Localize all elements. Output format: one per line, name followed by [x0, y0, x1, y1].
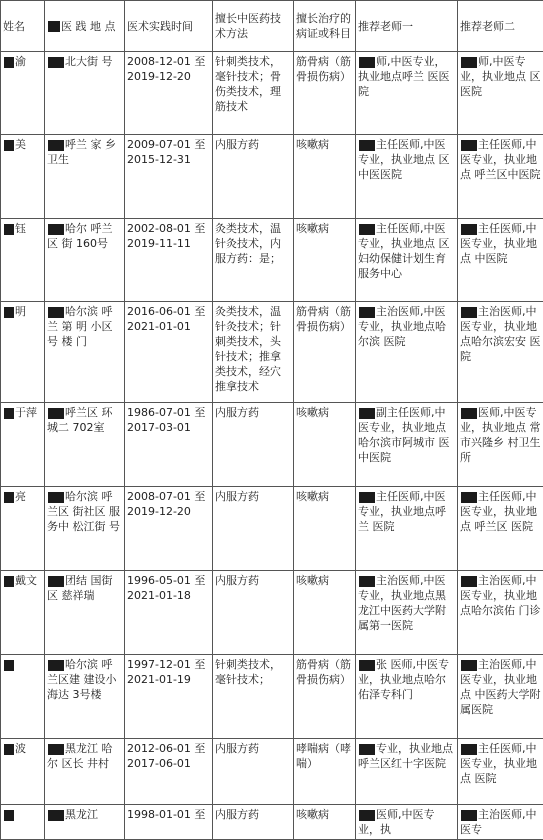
cell-teacher-1: 主任医师,中医专业，执业地点 区中医医院 [356, 135, 458, 219]
redaction-mask [4, 744, 14, 755]
redaction-mask [4, 57, 14, 68]
redaction-mask [48, 492, 64, 503]
table-row [1, 487, 543, 571]
cell-name: 亮 [1, 487, 45, 571]
cell-practice-place: 黑龙江 哈尔 区长 井村 [45, 739, 125, 805]
cell-name: 波 [1, 739, 45, 805]
cell-practice-time: 2016-06-01 至 2021-01-01 [125, 302, 213, 403]
table-row [1, 403, 543, 487]
redaction-mask [4, 660, 14, 671]
cell-practice-place: 哈尔 呼兰区 街 160号 [45, 219, 125, 302]
redaction-mask [48, 660, 64, 671]
redaction-mask [48, 140, 64, 151]
redaction-mask [359, 660, 375, 671]
cell-method: 针刺类技术，毫针技术； [213, 655, 294, 739]
cell-teacher-1: 师,中医专业，执业地点呼兰 医医院 [356, 52, 458, 135]
header-row [1, 1, 543, 52]
redaction-mask [48, 744, 64, 755]
redaction-mask [461, 492, 477, 503]
redaction-mask [461, 660, 477, 671]
cell-disease: 筋骨病（筋骨损伤病） [294, 302, 356, 403]
redaction-mask [4, 576, 14, 587]
cell-name [1, 655, 45, 739]
cell-method: 内服方药 [213, 739, 294, 805]
cell-teacher-2: 主任医师,中医专业，执业地点 医院 [458, 739, 543, 805]
cell-disease: 咳嗽病 [294, 403, 356, 487]
cell-teacher-2: 医师,中医专业，执业地点 常市兴隆乡 村卫生所 [458, 403, 543, 487]
cell-teacher-1: 张 医师,中医专业，执业地点哈尔 佑泽专科门 [356, 655, 458, 739]
redaction-mask [48, 576, 64, 587]
cell-method: 灸类技术，温针灸技术；针刺类技术，头针技术；推拿类技术，经穴推拿技术 [213, 302, 294, 403]
cell-method: 内服方药 [213, 487, 294, 571]
header-practice-place: 医 践 地 点 [45, 1, 125, 52]
cell-practice-time: 2008-07-01 至 2019-12-20 [125, 487, 213, 571]
cell-teacher-2: 主任医师,中医专业，执业地点 呼兰区中医院 [458, 135, 543, 219]
redaction-mask [461, 408, 477, 419]
cell-practice-place: 哈尔滨 呼兰区 街社区 服务中 松江街 号 [45, 487, 125, 571]
cell-teacher-2: 主治医师,中医专 [458, 805, 543, 840]
redaction-mask [48, 307, 64, 318]
cell-practice-time: 1986-07-01 至 2017-03-01 [125, 403, 213, 487]
cell-name: 于萍 [1, 403, 45, 487]
redaction-mask [359, 57, 375, 68]
cell-practice-place: 黑龙江 [45, 805, 125, 840]
redaction-mask [4, 307, 14, 318]
redaction-mask [359, 492, 375, 503]
redaction-mask [359, 140, 375, 151]
cell-disease: 筋骨病（筋骨损伤病） [294, 52, 356, 135]
cell-method: 内服方药 [213, 135, 294, 219]
redaction-mask [48, 224, 64, 235]
header-teacher-2: 推荐老师二 [458, 1, 543, 52]
cell-method: 灸类技术，温针灸技术，内服方药：是； [213, 219, 294, 302]
cell-disease: 咳嗽病 [294, 219, 356, 302]
cell-disease: 咳嗽病 [294, 571, 356, 655]
cell-practice-time: 2009-07-01 至 2015-12-31 [125, 135, 213, 219]
cell-practice-place: 呼兰 家 乡卫生 [45, 135, 125, 219]
cell-teacher-2: 主任医师,中医专业，执业地点 呼兰区 医院 [458, 487, 543, 571]
cell-method: 内服方药 [213, 403, 294, 487]
redaction-mask [461, 576, 477, 587]
cell-practice-place: 哈尔滨 呼兰区建 建设小 海达 3号楼 [45, 655, 125, 739]
table-row [1, 739, 543, 805]
redaction-mask [4, 140, 14, 151]
redaction-mask [359, 224, 375, 235]
cell-practice-time: 2002-08-01 至 2019-11-11 [125, 219, 213, 302]
redaction-mask [461, 307, 477, 318]
cell-practice-place: 北大街 号 [45, 52, 125, 135]
redaction-mask [359, 744, 375, 755]
cell-teacher-1: 主任医师,中医专业，执业地点呼兰 医院 [356, 487, 458, 571]
cell-practice-time: 1997-12-01 至 2021-01-19 [125, 655, 213, 739]
cell-teacher-1: 专业，执业地点呼兰区红十字医院 [356, 739, 458, 805]
redaction-mask [48, 810, 64, 821]
table-row [1, 805, 543, 840]
cell-practice-place: 呼兰区 环 城二 702室 [45, 403, 125, 487]
redaction-mask [359, 408, 375, 419]
cell-practice-place: 团结 国街 区 慈祥瑞 [45, 571, 125, 655]
cell-disease: 咳嗽病 [294, 487, 356, 571]
redaction-mask [359, 810, 375, 821]
header-teacher-1: 推荐老师一 [356, 1, 458, 52]
table-row [1, 655, 543, 739]
cell-disease: 咳嗽病 [294, 805, 356, 840]
redaction-mask [48, 408, 64, 419]
redaction-mask [48, 57, 64, 68]
redaction-mask [461, 744, 477, 755]
header-method: 擅长中医药技术方法 [213, 1, 294, 52]
cell-teacher-1: 主治医师,中医专业，执业地点哈尔滨 医院 [356, 302, 458, 403]
cell-name: 戴文 [1, 571, 45, 655]
cell-teacher-2: 主任医师,中医专业，执业地点 中医院 [458, 219, 543, 302]
table-row [1, 571, 543, 655]
table-row [1, 302, 543, 403]
redaction-mask [461, 810, 477, 821]
cell-practice-place: 哈尔滨 呼兰 第 明 小区 号 楼 门 [45, 302, 125, 403]
redaction-mask [359, 307, 375, 318]
cell-disease: 咳嗽病 [294, 135, 356, 219]
cell-method: 内服方药 [213, 571, 294, 655]
cell-name: 渝 [1, 52, 45, 135]
cell-disease: 筋骨病（筋骨损伤病） [294, 655, 356, 739]
cell-teacher-1: 主任医师,中医专业，执业地点 区妇幼保健计划生育服务中心 [356, 219, 458, 302]
cell-teacher-2: 主治医师,中医专业，执业地点哈尔滨宏安 医院 [458, 302, 543, 403]
cell-practice-time: 1996-05-01 至 2021-01-18 [125, 571, 213, 655]
cell-method: 针刺类技术，毫针技术；骨伤类技术，理筋技术 [213, 52, 294, 135]
cell-method: 内服方药 [213, 805, 294, 840]
redaction-mask [4, 810, 14, 821]
redaction-mask [359, 576, 375, 587]
header-practice-time: 医术实践时间 [125, 1, 213, 52]
redaction-mask [4, 224, 14, 235]
cell-teacher-1: 主治医师,中医专业，执业地点黑龙江中医药大学附属第一医院 [356, 571, 458, 655]
table-row [1, 135, 543, 219]
redaction-mask [461, 140, 477, 151]
cell-teacher-1: 医师,中医专业，执 [356, 805, 458, 840]
cell-teacher-2: 主治医师,中医专业，执业地点 中医药大学附属医院 [458, 655, 543, 739]
cell-name: 钰 [1, 219, 45, 302]
cell-teacher-1: 副主任医师,中医专业，执业地点哈尔滨市阿城市 医中医院 [356, 403, 458, 487]
header-name: 姓名 [1, 1, 45, 52]
table-row [1, 52, 543, 135]
cell-teacher-2: 主治医师,中医专业，执业地点哈尔滨佑 门诊 [458, 571, 543, 655]
redaction-mask [461, 57, 477, 68]
cell-name: 明 [1, 302, 45, 403]
cell-name: 美 [1, 135, 45, 219]
cell-teacher-2: 师,中医专业，执业地点 区 医院 [458, 52, 543, 135]
table-row [1, 219, 543, 302]
redaction-mask [461, 224, 477, 235]
redaction-mask [4, 408, 14, 419]
cell-practice-time: 2008-12-01 至 2019-12-20 [125, 52, 213, 135]
cell-disease: 哮喘病（哮喘） [294, 739, 356, 805]
redaction-mask [4, 492, 14, 503]
header-disease: 擅长治疗的病证或科目 [294, 1, 356, 52]
cell-practice-time: 2012-06-01 至 2017-06-01 [125, 739, 213, 805]
cell-name [1, 805, 45, 840]
cell-practice-time: 1998-01-01 至 [125, 805, 213, 840]
